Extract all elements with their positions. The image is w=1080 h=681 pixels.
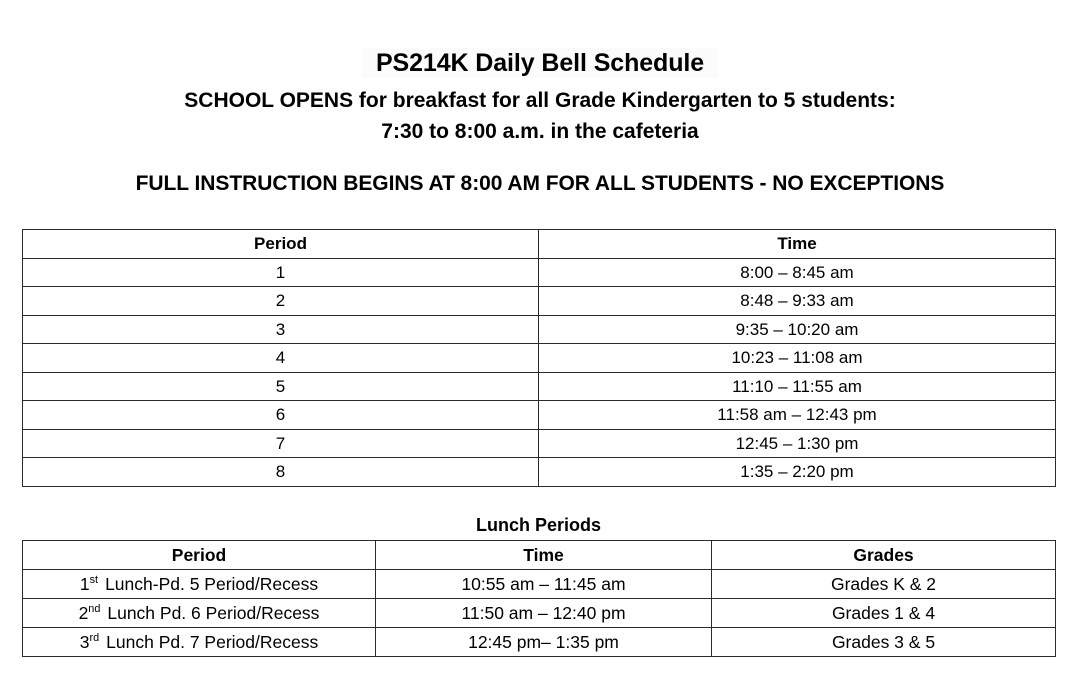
cell-time: 11:10 – 11:55 am [539,372,1056,401]
table-row [23,458,1056,487]
column-header-lunch-time: Time [376,541,712,570]
cell-period: 1 [23,258,539,287]
table-row [23,570,1056,599]
lunch-ordinal-suffix: st [89,574,99,587]
lunch-ordinal: 1 [79,574,90,594]
cell-time: 10:23 – 11:08 am [539,344,1056,373]
cell-time: 12:45 – 1:30 pm [539,429,1056,458]
cell-lunch-time: 11:50 am – 12:40 pm [376,599,712,628]
cell-period: 6 [23,401,539,430]
cell-period: 2 [23,287,539,316]
lunch-ordinal: 2 [78,603,89,623]
cell-period: 5 [23,372,539,401]
lunch-period-description: Lunch Pd. 7 Period/Recess [106,632,319,652]
cell-lunch-grades: Grades K & 2 [712,570,1056,599]
cell-lunch-period [23,570,376,599]
table-row [23,344,1056,373]
cell-period: 3 [23,315,539,344]
column-header-period: Period [23,230,539,259]
subtitle-line-2: 7:30 to 8:00 a.m. in the cafeteria [381,120,699,143]
column-header-lunch-grades: Grades [712,541,1056,570]
lunch-ordinal-suffix: nd [88,603,101,616]
cell-lunch-time: 12:45 pm– 1:35 pm [376,628,712,657]
cell-lunch-period [23,599,376,628]
table-row [23,287,1056,316]
cell-time: 11:58 am – 12:43 pm [539,401,1056,430]
table-row [23,429,1056,458]
cell-time: 9:35 – 10:20 am [539,315,1056,344]
table-row [23,628,1056,657]
table-row [23,372,1056,401]
lunch-periods-table [22,540,1056,657]
table-header-row [23,230,1056,259]
cell-lunch-grades: Grades 1 & 4 [712,599,1056,628]
cell-period: 8 [23,458,539,487]
subtitle-line-1: SCHOOL OPENS for breakfast for all Grade Kindergarten to 5 students: [184,89,896,112]
lunch-ordinal-suffix: rd [89,632,100,645]
table-row [23,315,1056,344]
cell-lunch-period [23,628,376,657]
lunch-period-description: Lunch-Pd. 5 Period/Recess [105,574,319,594]
full-instruction-notice: FULL INSTRUCTION BEGINS AT 8:00 AM FOR ALL STUDENTS - NO EXCEPTIONS [135,172,945,195]
lunch-period-description: Lunch Pd. 6 Period/Recess [107,603,320,623]
cell-period: 4 [23,344,539,373]
subtitle-block [0,85,1080,147]
lunch-ordinal: 3 [79,632,90,652]
column-header-lunch-period: Period [23,541,376,570]
bell-schedule-table [22,229,1056,487]
lunch-periods-heading: Lunch Periods [475,515,601,535]
page-title [0,46,1080,80]
column-header-time: Time [539,230,1056,259]
table-header-row [23,541,1056,570]
cell-lunch-grades: Grades 3 & 5 [712,628,1056,657]
cell-period: 7 [23,429,539,458]
cell-time: 8:00 – 8:45 am [539,258,1056,287]
table-row [23,258,1056,287]
table-row [23,401,1056,430]
page-title-text: PS214K Daily Bell Schedule [362,48,718,78]
table-row [23,599,1056,628]
cell-lunch-time: 10:55 am – 11:45 am [376,570,712,599]
cell-time: 1:35 – 2:20 pm [539,458,1056,487]
cell-time: 8:48 – 9:33 am [539,287,1056,316]
